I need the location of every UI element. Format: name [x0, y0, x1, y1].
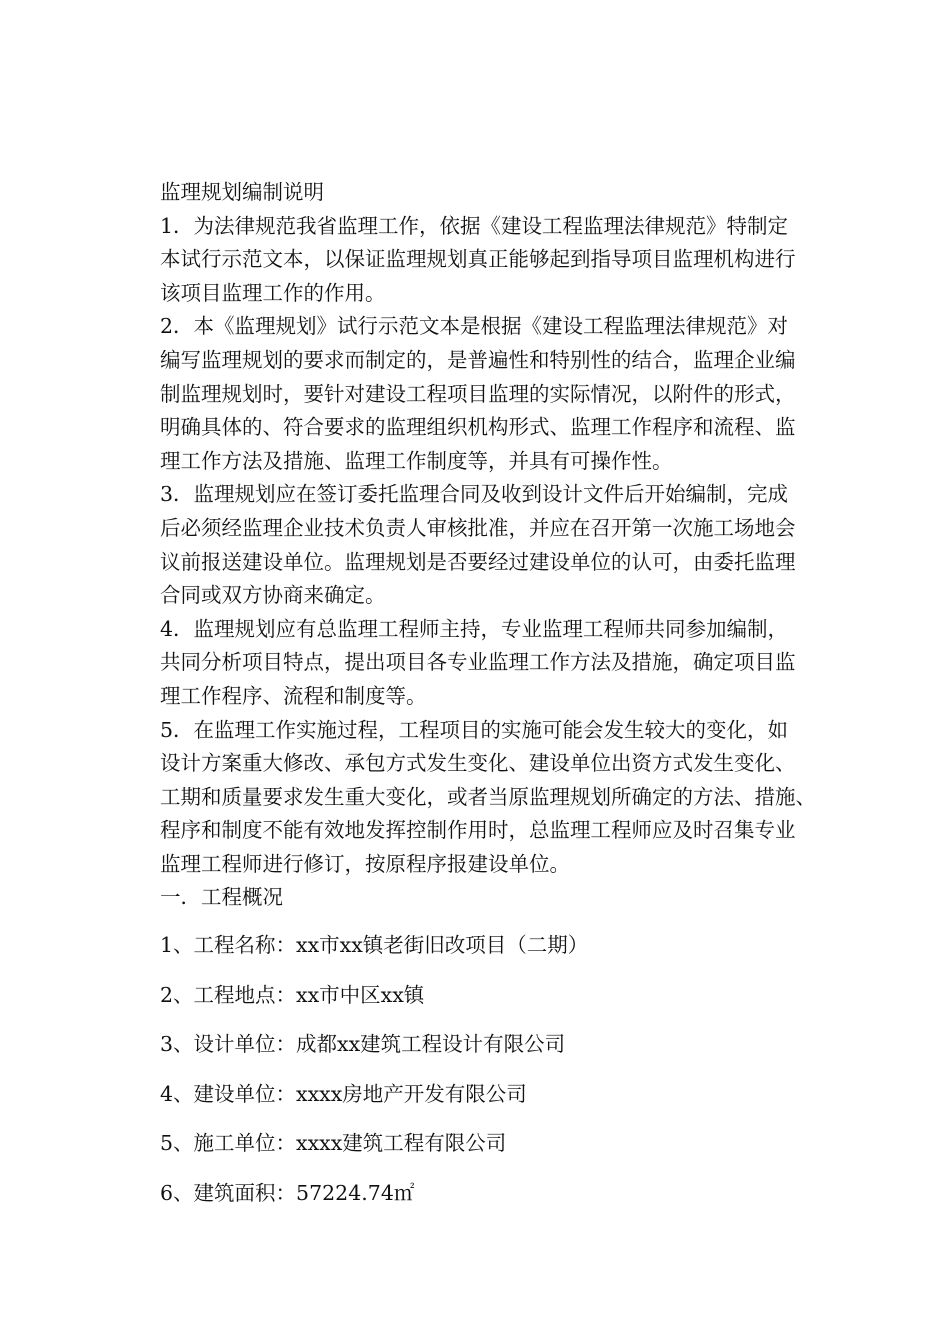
document-title: 监理规划编制说明 — [160, 180, 324, 204]
paragraph-2 — [160, 310, 860, 478]
paragraph-line: 理工作程序、流程和制度等。 — [160, 683, 427, 708]
section-heading: 一．工程概况 — [160, 885, 283, 910]
paragraph-line: 2．本《监理规划》试行示范文本是根据《建设工程监理法律规范》对 — [160, 314, 789, 339]
paragraph-line: 监理工程师进行修订，按原程序报建设单位。 — [160, 851, 570, 876]
paragraph-line: 后必须经监理企业技术负责人审核批准，并应在召开第一次施工场地会 — [160, 515, 796, 540]
paragraph-line: 3．监理规划应在签订委托监理合同及收到设计文件后开始编制，完成 — [160, 482, 789, 507]
paragraph-line: 明确具体的、符合要求的监理组织机构形式、监理工作程序和流程、监 — [160, 415, 796, 440]
paragraph-line: 该项目监理工作的作用。 — [160, 280, 386, 305]
paragraph-line: 程序和制度不能有效地发挥控制作用时，总监理工程师应及时召集专业 — [160, 818, 796, 843]
paragraph-line: 5．在监理工作实施过程，工程项目的实施可能会发生较大的变化，如 — [160, 717, 789, 742]
project-info-item: 4、建设单位：xxxx房地产开发有限公司 — [160, 1081, 527, 1106]
paragraph-3 — [160, 478, 860, 612]
paragraph-line: 设计方案重大修改、承包方式发生变化、建设单位出资方式发生变化、 — [160, 751, 796, 776]
document-body — [160, 176, 860, 915]
paragraph-line: 本试行示范文本，以保证监理规划真正能够起到指导项目监理机构进行 — [160, 247, 796, 272]
paragraph-1 — [160, 210, 860, 311]
paragraph-line: 编写监理规划的要求而制定的，是普遍性和特别性的结合，监理企业编 — [160, 347, 796, 372]
paragraph-line: 理工作方法及措施、监理工作制度等，并具有可操作性。 — [160, 448, 673, 473]
project-info-list — [160, 930, 860, 1227]
paragraph-line: 工期和质量要求发生重大变化，或者当原监理规划所确定的方法、措施、 — [160, 784, 816, 809]
paragraph-line: 议前报送建设单位。监理规划是否要经过建设单位的认可，由委托监理 — [160, 549, 796, 574]
project-info-item: 6、建筑面积：57224.74㎡ — [160, 1180, 415, 1205]
paragraph-line: 共同分析项目特点，提出项目各专业监理工作方法及措施，确定项目监 — [160, 650, 796, 675]
paragraph-4 — [160, 613, 860, 714]
project-info-item: 3、设计单位：成都xx建筑工程设计有限公司 — [160, 1032, 566, 1056]
paragraph-line: 制监理规划时，要针对建设工程项目监理的实际情况，以附件的形式， — [160, 381, 796, 406]
project-info-item: 1、工程名称：xx市xx镇老街旧改项目（二期） — [160, 933, 589, 957]
paragraph-line: 合同或双方协商来确定。 — [160, 583, 386, 608]
project-info-item: 2、工程地点：xx市中区xx镇 — [160, 982, 425, 1007]
paragraph-line: 4．监理规划应有总监理工程师主持，专业监理工程师共同参加编制， — [160, 616, 789, 641]
paragraph-5 — [160, 714, 860, 882]
paragraph-line: 1．为法律规范我省监理工作，依据《建设工程监理法律规范》特制定 — [160, 213, 789, 238]
project-info-item: 5、施工单位：xxxx建筑工程有限公司 — [160, 1131, 507, 1155]
